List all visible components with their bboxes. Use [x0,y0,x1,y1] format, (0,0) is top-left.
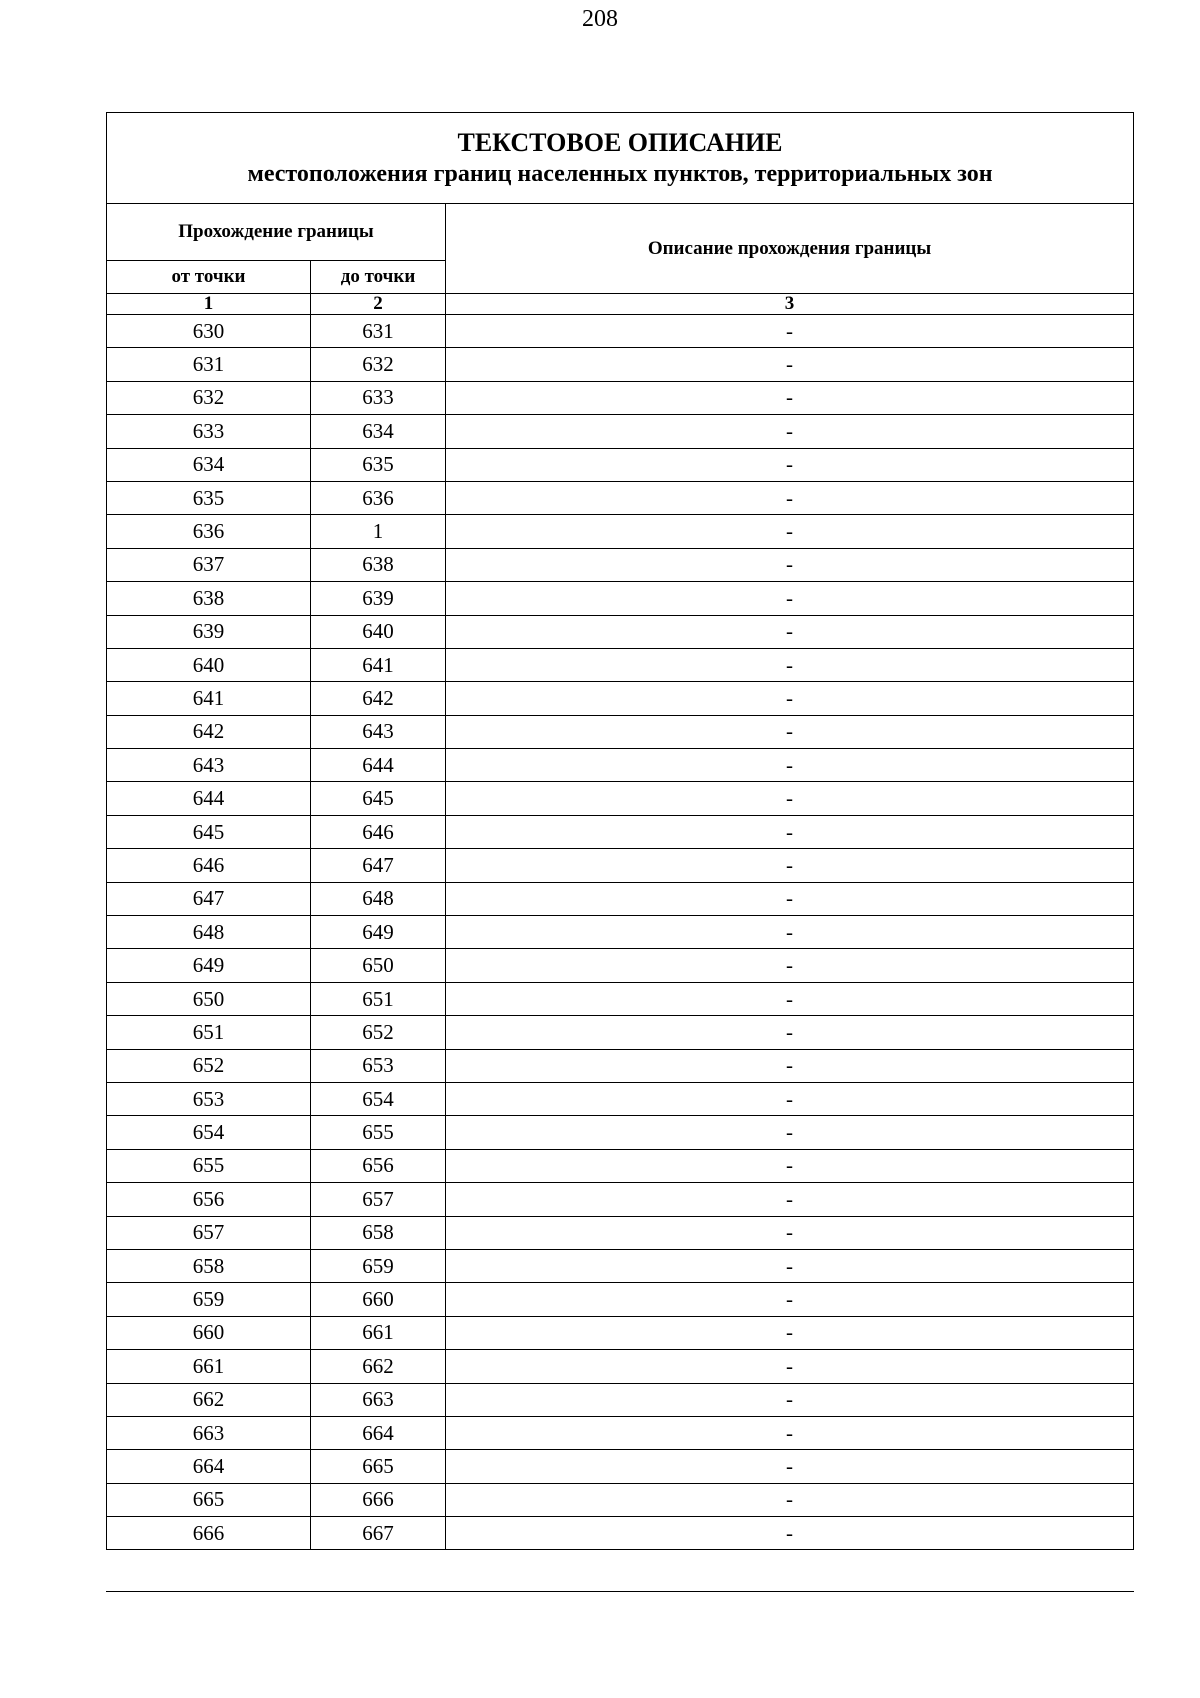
description-cell: - [446,1216,1134,1249]
column-number-3: 3 [446,294,1134,315]
from-point-cell: 647 [107,882,311,915]
description-cell: - [446,448,1134,481]
from-point-cell: 637 [107,548,311,581]
table-row [107,1216,1134,1249]
to-point-cell: 646 [311,815,446,848]
bottom-rule [106,1591,1134,1592]
table-row [107,1116,1134,1149]
description-cell: - [446,682,1134,715]
description-cell: - [446,1183,1134,1216]
from-point-cell: 655 [107,1149,311,1182]
table-row [107,1249,1134,1282]
from-point-cell: 632 [107,381,311,414]
from-point-cell: 652 [107,1049,311,1082]
table-row [107,1016,1134,1049]
description-cell: - [446,381,1134,414]
header-from-point: от точки [107,261,311,294]
table-row [107,548,1134,581]
description-cell: - [446,582,1134,615]
table-row [107,1183,1134,1216]
table-row [107,615,1134,648]
from-point-cell: 635 [107,481,311,514]
description-cell: - [446,415,1134,448]
header-row-top [107,204,1134,261]
description-cell: - [446,548,1134,581]
description-cell: - [446,348,1134,381]
description-cell: - [446,916,1134,949]
description-cell: - [446,1383,1134,1416]
from-point-cell: 638 [107,582,311,615]
from-point-cell: 648 [107,916,311,949]
title-row [107,113,1134,204]
table-row [107,415,1134,448]
from-point-cell: 636 [107,515,311,548]
header-to-point: до точки [311,261,446,294]
description-cell: - [446,315,1134,348]
title-sub: местоположения границ населенных пунктов, территориальных зон [247,161,993,188]
description-cell: - [446,1249,1134,1282]
table-row [107,715,1134,748]
table-row [107,949,1134,982]
table-row [107,782,1134,815]
boundary-description-table [106,112,1134,1550]
to-point-cell: 644 [311,749,446,782]
to-point-cell: 649 [311,916,446,949]
to-point-cell: 656 [311,1149,446,1182]
to-point-cell: 652 [311,1016,446,1049]
to-point-cell: 658 [311,1216,446,1249]
page-number: 208 [582,6,618,32]
table-row [107,1416,1134,1449]
to-point-cell: 661 [311,1316,446,1349]
to-point-cell: 648 [311,882,446,915]
table-row [107,1316,1134,1349]
from-point-cell: 663 [107,1416,311,1449]
to-point-cell: 654 [311,1082,446,1115]
description-cell: - [446,982,1134,1015]
from-point-cell: 639 [107,615,311,648]
to-point-cell: 634 [311,415,446,448]
description-cell: - [446,1350,1134,1383]
description-cell: - [446,1283,1134,1316]
description-cell: - [446,1316,1134,1349]
to-point-cell: 665 [311,1450,446,1483]
to-point-cell: 638 [311,548,446,581]
table-row [107,515,1134,548]
to-point-cell: 647 [311,849,446,882]
description-cell: - [446,1049,1134,1082]
from-point-cell: 654 [107,1116,311,1149]
to-point-cell: 632 [311,348,446,381]
description-cell: - [446,615,1134,648]
column-number-1: 1 [107,294,311,315]
to-point-cell: 664 [311,1416,446,1449]
description-cell: - [446,815,1134,848]
to-point-cell: 657 [311,1183,446,1216]
description-cell: - [446,849,1134,882]
to-point-cell: 639 [311,582,446,615]
description-cell: - [446,1116,1134,1149]
description-cell: - [446,1416,1134,1449]
from-point-cell: 659 [107,1283,311,1316]
from-point-cell: 651 [107,1016,311,1049]
from-point-cell: 641 [107,682,311,715]
to-point-cell: 662 [311,1350,446,1383]
to-point-cell: 640 [311,615,446,648]
table-body [107,315,1134,1550]
from-point-cell: 649 [107,949,311,982]
to-point-cell: 633 [311,381,446,414]
to-point-cell: 642 [311,682,446,715]
from-point-cell: 650 [107,982,311,1015]
from-point-cell: 657 [107,1216,311,1249]
column-number-2: 2 [311,294,446,315]
description-cell: - [446,1149,1134,1182]
from-point-cell: 662 [107,1383,311,1416]
to-point-cell: 643 [311,715,446,748]
from-point-cell: 658 [107,1249,311,1282]
description-cell: - [446,1517,1134,1550]
description-cell: - [446,882,1134,915]
table-row [107,648,1134,681]
title-main: ТЕКСТОВОЕ ОПИСАНИЕ [457,127,783,157]
from-point-cell: 645 [107,815,311,848]
description-cell: - [446,715,1134,748]
table-row [107,849,1134,882]
header-passage: Прохождение границы [107,204,446,261]
table-row [107,1049,1134,1082]
to-point-cell: 653 [311,1049,446,1082]
from-point-cell: 642 [107,715,311,748]
description-cell: - [446,749,1134,782]
table-row [107,1383,1134,1416]
to-point-cell: 636 [311,481,446,514]
to-point-cell: 631 [311,315,446,348]
from-point-cell: 644 [107,782,311,815]
description-cell: - [446,782,1134,815]
from-point-cell: 633 [107,415,311,448]
description-cell: - [446,1450,1134,1483]
to-point-cell: 641 [311,648,446,681]
from-point-cell: 630 [107,315,311,348]
from-point-cell: 640 [107,648,311,681]
to-point-cell: 659 [311,1249,446,1282]
table-row [107,1450,1134,1483]
table-row [107,582,1134,615]
table-row [107,1517,1134,1550]
from-point-cell: 656 [107,1183,311,1216]
from-point-cell: 646 [107,849,311,882]
table-row [107,815,1134,848]
table-row [107,381,1134,414]
description-cell: - [446,481,1134,514]
from-point-cell: 660 [107,1316,311,1349]
description-cell: - [446,1483,1134,1516]
from-point-cell: 665 [107,1483,311,1516]
table-row [107,916,1134,949]
from-point-cell: 631 [107,348,311,381]
table-row [107,1283,1134,1316]
to-point-cell: 663 [311,1383,446,1416]
table-row [107,481,1134,514]
from-point-cell: 634 [107,448,311,481]
description-cell: - [446,1082,1134,1115]
description-cell: - [446,515,1134,548]
from-point-cell: 664 [107,1450,311,1483]
table-row [107,749,1134,782]
table-row [107,448,1134,481]
table-row [107,1149,1134,1182]
table-row [107,348,1134,381]
to-point-cell: 650 [311,949,446,982]
table-row [107,882,1134,915]
table-row [107,682,1134,715]
from-point-cell: 666 [107,1517,311,1550]
description-cell: - [446,1016,1134,1049]
to-point-cell: 667 [311,1517,446,1550]
to-point-cell: 645 [311,782,446,815]
to-point-cell: 666 [311,1483,446,1516]
table-row [107,315,1134,348]
table-row [107,1082,1134,1115]
from-point-cell: 661 [107,1350,311,1383]
table-row [107,982,1134,1015]
table-row [107,1350,1134,1383]
to-point-cell: 1 [311,515,446,548]
to-point-cell: 660 [311,1283,446,1316]
header-description: Описание прохождения границы [446,204,1134,294]
to-point-cell: 655 [311,1116,446,1149]
column-number-row [107,294,1134,315]
description-cell: - [446,949,1134,982]
table-row [107,1483,1134,1516]
table-title [107,113,1134,204]
from-point-cell: 653 [107,1082,311,1115]
to-point-cell: 651 [311,982,446,1015]
to-point-cell: 635 [311,448,446,481]
from-point-cell: 643 [107,749,311,782]
description-cell: - [446,648,1134,681]
